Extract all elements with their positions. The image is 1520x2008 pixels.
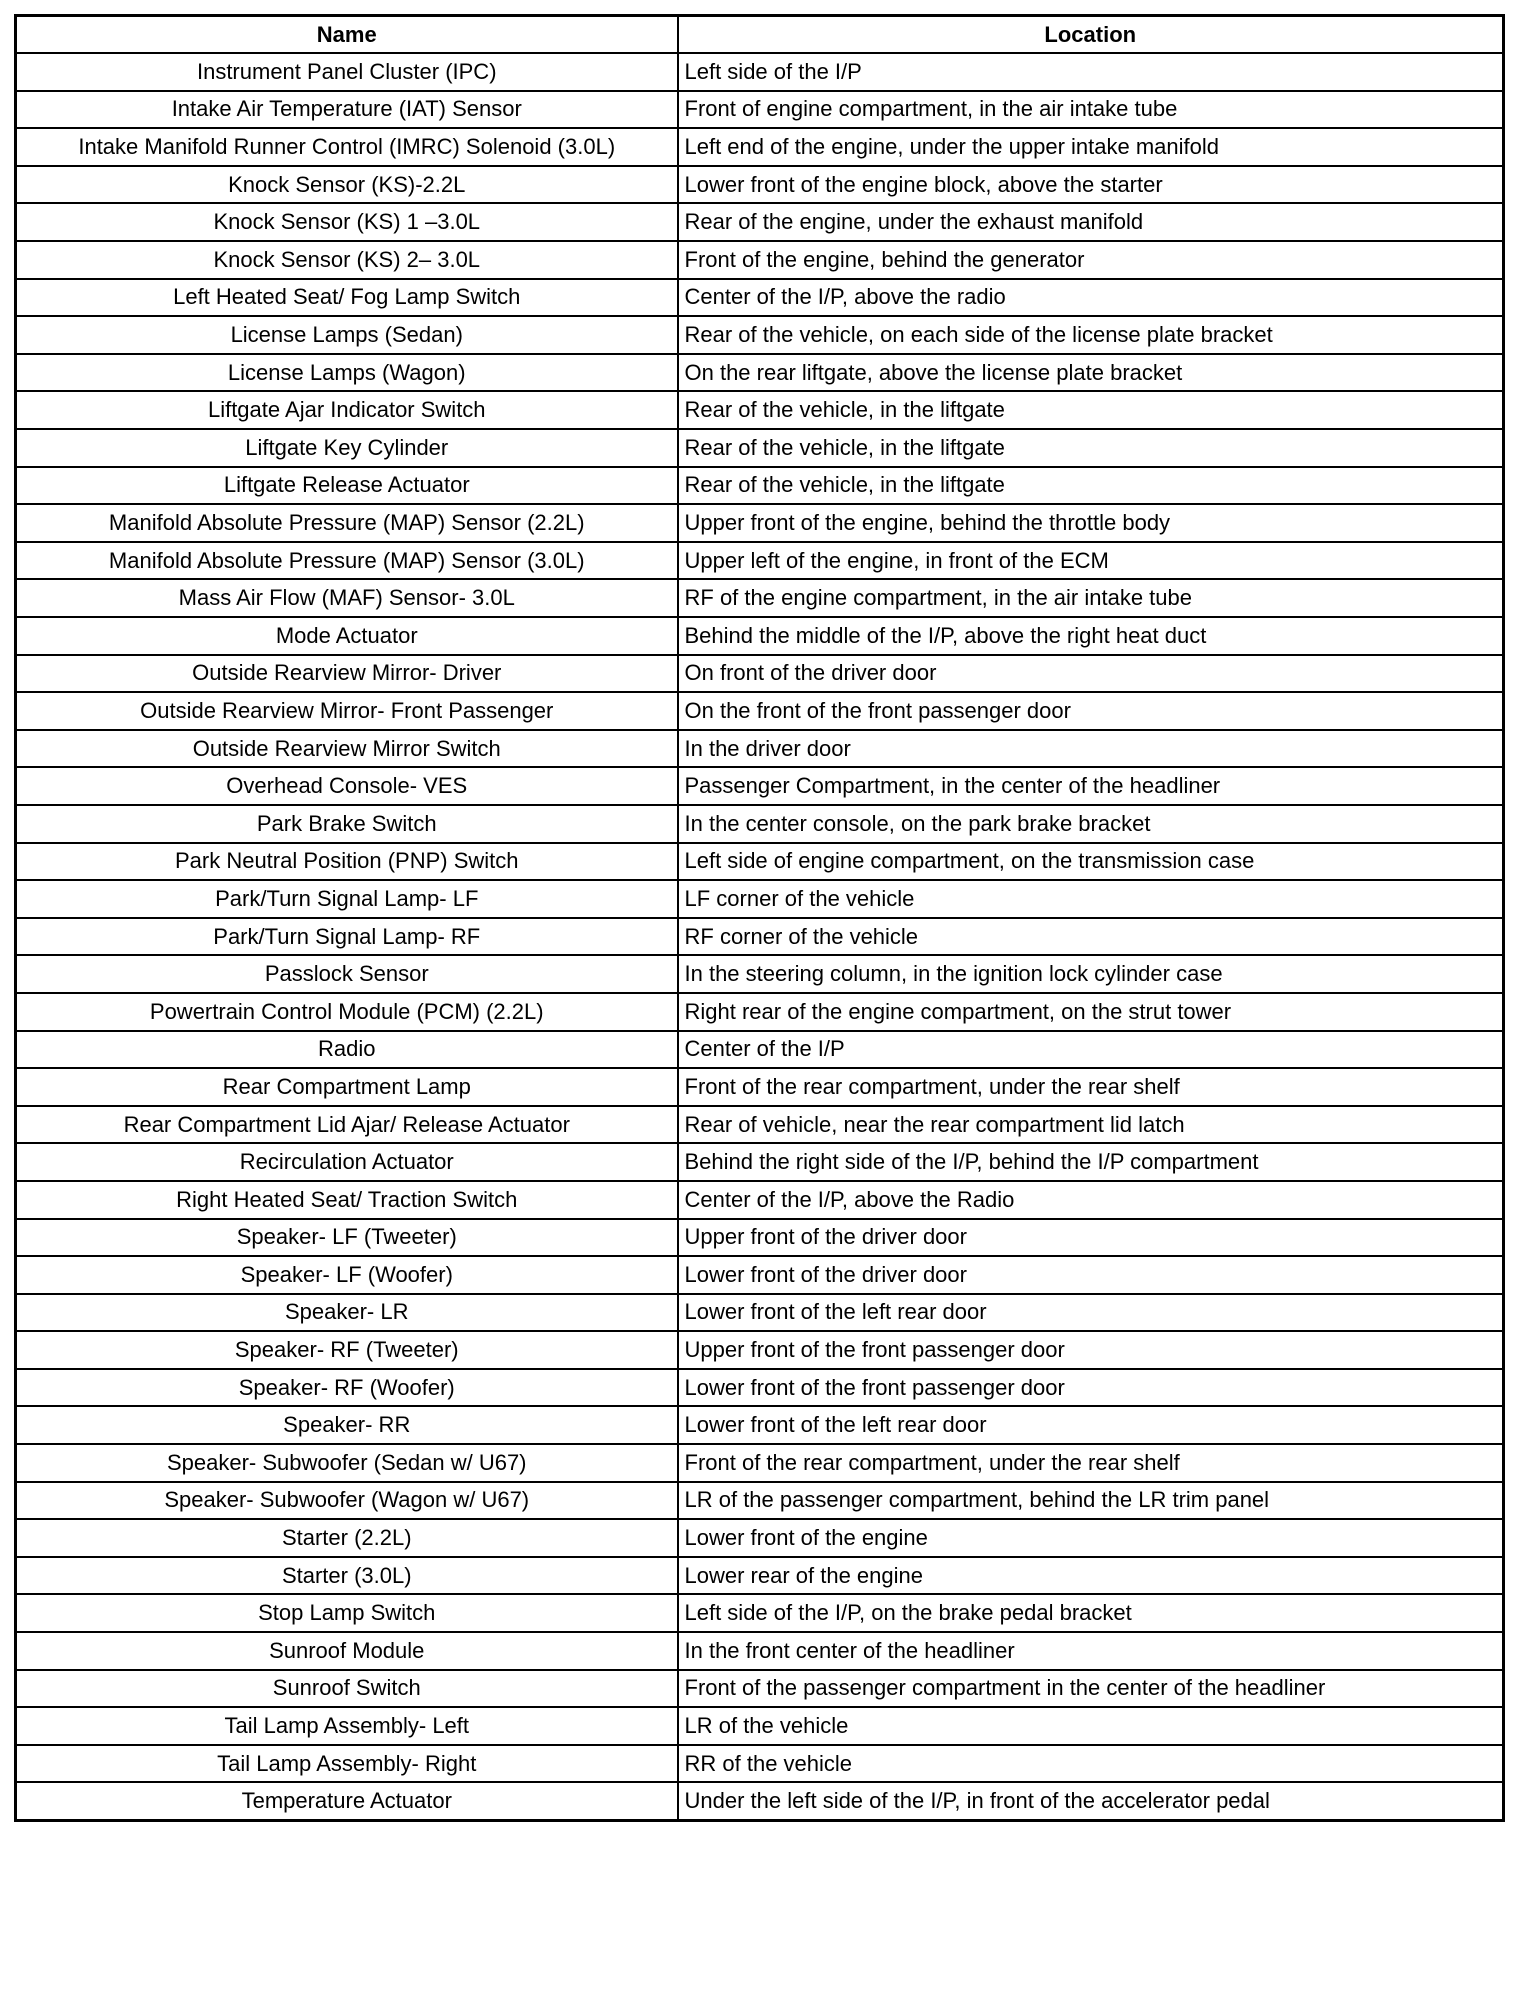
component-name-cell: Starter (3.0L) [16,1557,678,1595]
table-row [16,91,1504,129]
table-row [16,617,1504,655]
table-row [16,1670,1504,1708]
component-location-cell: Left side of the I/P [678,53,1504,91]
component-name-cell: Mass Air Flow (MAF) Sensor- 3.0L [16,579,678,617]
table-row [16,128,1504,166]
component-name-cell: Right Heated Seat/ Traction Switch [16,1181,678,1219]
table-row [16,1143,1504,1181]
component-name-cell: Intake Air Temperature (IAT) Sensor [16,91,678,129]
table-row [16,1782,1504,1820]
table-row [16,203,1504,241]
component-location-cell: Upper left of the engine, in front of the ECM [678,542,1504,580]
table-row [16,166,1504,204]
table-row [16,805,1504,843]
component-location-cell: Rear of the vehicle, in the liftgate [678,391,1504,429]
table-row [16,1331,1504,1369]
table-row [16,1219,1504,1257]
component-location-cell: Left side of the I/P, on the brake pedal bracket [678,1594,1504,1632]
component-location-cell: Rear of the engine, under the exhaust manifold [678,203,1504,241]
component-name-cell: Speaker- RF (Tweeter) [16,1331,678,1369]
component-location-cell: Under the left side of the I/P, in front of the accelerator pedal [678,1782,1504,1820]
component-name-cell: Park/Turn Signal Lamp- LF [16,880,678,918]
component-location-cell: On front of the driver door [678,655,1504,693]
table-row [16,391,1504,429]
component-name-cell: Mode Actuator [16,617,678,655]
component-location-cell: Lower front of the front passenger door [678,1369,1504,1407]
component-name-cell: Knock Sensor (KS) 1 –3.0L [16,203,678,241]
table-row [16,1031,1504,1069]
table-row [16,1444,1504,1482]
component-location-cell: Front of the rear compartment, under the rear shelf [678,1068,1504,1106]
component-name-cell: Outside Rearview Mirror- Driver [16,655,678,693]
component-location-cell: LR of the passenger compartment, behind the LR trim panel [678,1482,1504,1520]
component-location-cell: Front of engine compartment, in the air intake tube [678,91,1504,129]
component-name-cell: Sunroof Switch [16,1670,678,1708]
table-row [16,53,1504,91]
component-location-cell: In the front center of the headliner [678,1632,1504,1670]
component-name-cell: Liftgate Release Actuator [16,467,678,505]
component-name-cell: Outside Rearview Mirror Switch [16,730,678,768]
component-location-cell: Center of the I/P, above the Radio [678,1181,1504,1219]
component-name-cell: Powertrain Control Module (PCM) (2.2L) [16,993,678,1031]
table-row [16,279,1504,317]
component-name-cell: Recirculation Actuator [16,1143,678,1181]
table-row [16,504,1504,542]
component-location-cell: In the center console, on the park brake bracket [678,805,1504,843]
component-name-cell: Outside Rearview Mirror- Front Passenger [16,692,678,730]
component-name-cell: Knock Sensor (KS) 2– 3.0L [16,241,678,279]
component-location-cell: Lower front of the engine [678,1519,1504,1557]
component-location-cell: RF corner of the vehicle [678,918,1504,956]
table-row [16,1482,1504,1520]
component-location-cell: Lower front of the left rear door [678,1406,1504,1444]
table-row [16,1181,1504,1219]
component-name-cell: Instrument Panel Cluster (IPC) [16,53,678,91]
table-row [16,655,1504,693]
table-row [16,1068,1504,1106]
table-row [16,955,1504,993]
component-location-cell: Front of the engine, behind the generator [678,241,1504,279]
table-row [16,1256,1504,1294]
column-header-name: Name [16,16,678,54]
component-location-cell: Center of the I/P, above the radio [678,279,1504,317]
table-row [16,354,1504,392]
table-row [16,1594,1504,1632]
component-location-cell: Front of the passenger compartment in the center of the headliner [678,1670,1504,1708]
table-row [16,1632,1504,1670]
component-name-cell: Passlock Sensor [16,955,678,993]
component-location-cell: Lower front of the engine block, above the starter [678,166,1504,204]
component-location-cell: Right rear of the engine compartment, on the strut tower [678,993,1504,1031]
component-location-cell: Lower front of the left rear door [678,1294,1504,1332]
component-location-cell: Left end of the engine, under the upper intake manifold [678,128,1504,166]
component-name-cell: Park/Turn Signal Lamp- RF [16,918,678,956]
component-location-cell: Passenger Compartment, in the center of the headliner [678,767,1504,805]
table-row [16,843,1504,881]
table-body [16,53,1504,1820]
component-name-cell: Speaker- LF (Tweeter) [16,1219,678,1257]
component-location-cell: LR of the vehicle [678,1707,1504,1745]
component-location-cell: Front of the rear compartment, under the rear shelf [678,1444,1504,1482]
component-name-cell: Radio [16,1031,678,1069]
component-location-cell: On the rear liftgate, above the license plate bracket [678,354,1504,392]
component-location-cell: Rear of the vehicle, in the liftgate [678,467,1504,505]
component-location-cell: Center of the I/P [678,1031,1504,1069]
component-name-cell: Tail Lamp Assembly- Left [16,1707,678,1745]
component-location-cell: In the driver door [678,730,1504,768]
table-row [16,542,1504,580]
component-name-cell: Park Neutral Position (PNP) Switch [16,843,678,881]
table-row [16,579,1504,617]
component-location-cell: Rear of the vehicle, in the liftgate [678,429,1504,467]
component-name-cell: Manifold Absolute Pressure (MAP) Sensor (2.2L) [16,504,678,542]
component-name-cell: Knock Sensor (KS)-2.2L [16,166,678,204]
table-row [16,1745,1504,1783]
table-row [16,1519,1504,1557]
component-location-cell: On the front of the front passenger door [678,692,1504,730]
component-location-cell: In the steering column, in the ignition lock cylinder case [678,955,1504,993]
component-name-cell: Speaker- LR [16,1294,678,1332]
component-name-cell: Temperature Actuator [16,1782,678,1820]
component-location-cell: Left side of engine compartment, on the transmission case [678,843,1504,881]
component-name-cell: Speaker- LF (Woofer) [16,1256,678,1294]
component-location-cell: Upper front of the front passenger door [678,1331,1504,1369]
component-location-cell: RF of the engine compartment, in the air intake tube [678,579,1504,617]
component-name-cell: Speaker- Subwoofer (Sedan w/ U67) [16,1444,678,1482]
component-location-table [14,14,1505,1822]
component-name-cell: Speaker- Subwoofer (Wagon w/ U67) [16,1482,678,1520]
column-header-location: Location [678,16,1504,54]
component-name-cell: License Lamps (Sedan) [16,316,678,354]
table-row [16,467,1504,505]
component-name-cell: Tail Lamp Assembly- Right [16,1745,678,1783]
component-name-cell: Overhead Console- VES [16,767,678,805]
component-location-cell: Lower rear of the engine [678,1557,1504,1595]
component-name-cell: Liftgate Ajar Indicator Switch [16,391,678,429]
table-row [16,1294,1504,1332]
component-location-cell: Behind the middle of the I/P, above the right heat duct [678,617,1504,655]
component-name-cell: Starter (2.2L) [16,1519,678,1557]
component-name-cell: Park Brake Switch [16,805,678,843]
component-location-cell: Behind the right side of the I/P, behind the I/P compartment [678,1143,1504,1181]
table-row [16,316,1504,354]
component-location-cell: Rear of the vehicle, on each side of the license plate bracket [678,316,1504,354]
table-row [16,429,1504,467]
table-row [16,1707,1504,1745]
component-name-cell: Speaker- RR [16,1406,678,1444]
table-row [16,880,1504,918]
table-row [16,1106,1504,1144]
table-row [16,918,1504,956]
component-location-cell: Lower front of the driver door [678,1256,1504,1294]
component-name-cell: Rear Compartment Lamp [16,1068,678,1106]
component-location-table-container [14,14,1502,1822]
table-row [16,730,1504,768]
header-row [16,16,1504,54]
component-location-cell: RR of the vehicle [678,1745,1504,1783]
table-row [16,692,1504,730]
component-name-cell: Manifold Absolute Pressure (MAP) Sensor (3.0L) [16,542,678,580]
component-name-cell: Intake Manifold Runner Control (IMRC) Solenoid (3.0L) [16,128,678,166]
component-name-cell: Stop Lamp Switch [16,1594,678,1632]
component-name-cell: Sunroof Module [16,1632,678,1670]
table-row [16,1406,1504,1444]
component-name-cell: Speaker- RF (Woofer) [16,1369,678,1407]
table-row [16,1369,1504,1407]
component-name-cell: Rear Compartment Lid Ajar/ Release Actuator [16,1106,678,1144]
component-name-cell: Liftgate Key Cylinder [16,429,678,467]
table-row [16,993,1504,1031]
table-row [16,1557,1504,1595]
component-location-cell: Upper front of the engine, behind the throttle body [678,504,1504,542]
component-name-cell: Left Heated Seat/ Fog Lamp Switch [16,279,678,317]
table-row [16,241,1504,279]
component-location-cell: Rear of vehicle, near the rear compartment lid latch [678,1106,1504,1144]
table-row [16,767,1504,805]
component-location-cell: LF corner of the vehicle [678,880,1504,918]
component-location-cell: Upper front of the driver door [678,1219,1504,1257]
component-name-cell: License Lamps (Wagon) [16,354,678,392]
